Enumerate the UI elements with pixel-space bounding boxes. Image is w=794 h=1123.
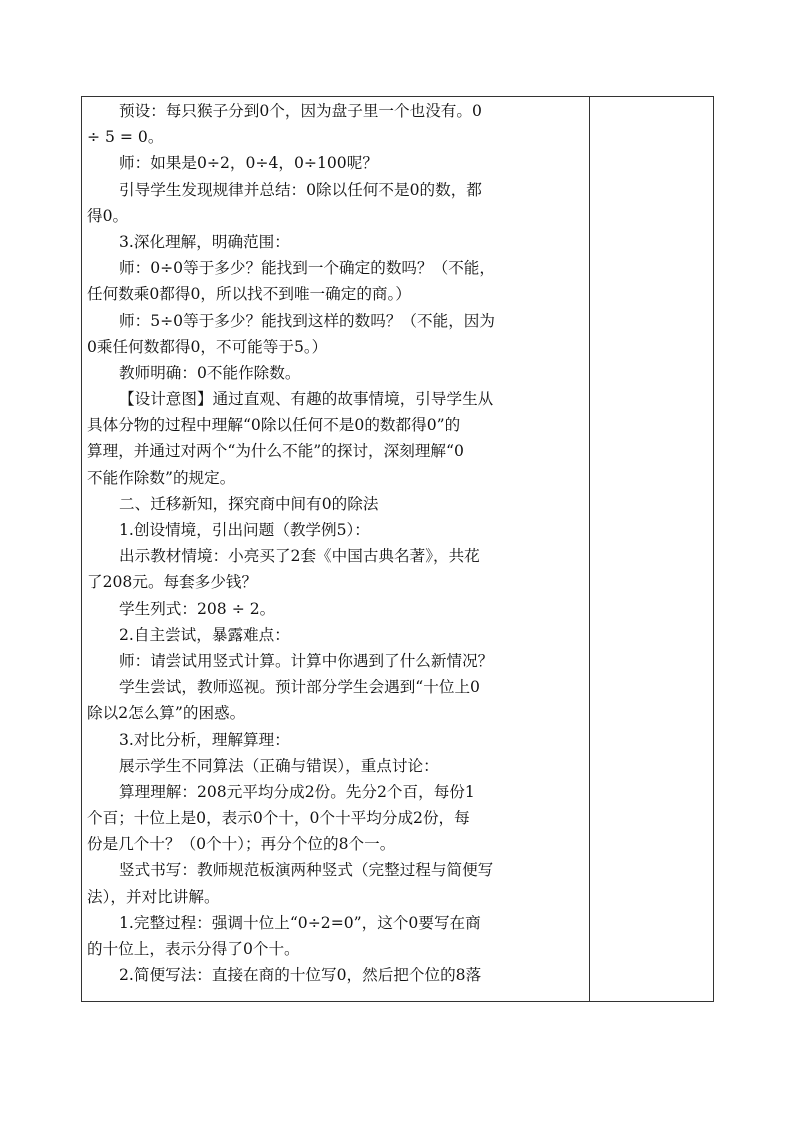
content-line: ÷ 5 = 0。 [87,128,164,147]
content-line: 份是几个十？（0个十）；再分个位的8个一。 [87,835,396,854]
content-line: 得0。 [87,206,129,225]
lesson-content-cell [82,97,590,1001]
content-line: 算理理解：208元平均分成2份。先分2个百，每份1 [119,782,475,801]
content-line: 个百；十位上是0，表示0个十，0个十平均分成2份，每 [87,809,470,828]
content-line: 0乘任何数都得0，不可能等于5。） [87,337,328,356]
content-line: 2.简便写法：直接在商的十位写0，然后把个位的8落 [119,966,482,985]
content-line: 法），并对比讲解。 [87,887,220,906]
content-line: 任何数乘0都得0，所以找不到唯一确定的商。） [87,285,411,304]
content-line: 展示学生不同算法（正确与错误），重点讨论： [119,756,439,775]
content-line: 出示教材情境：小亮买了2套《中国古典名著》，共花 [119,547,480,566]
lesson-plan-table [81,96,714,1002]
content-line: 【设计意图】通过直观、有趣的故事情境，引导学生从 [119,390,494,409]
content-line: 教师明确：0不能作除数。 [119,363,301,382]
content-line: 除以2怎么算”的困惑。 [87,704,246,723]
content-line: 竖式书写：教师规范板演两种竖式（完整过程与简便写 [119,861,494,880]
content-line: 引导学生发现规律并总结：0除以任何不是0的数，都 [119,180,482,199]
content-line: 算理，并通过对两个“为什么不能”的探讨，深刻理解“0 [87,442,464,461]
content-line: 1.完整过程：强调十位上“0÷2=0”，这个0要写在商 [119,913,481,932]
content-line: 师：0÷0等于多少？能找到一个确定的数吗？（不能， [119,259,495,278]
content-line: 预设：每只猴子分到0个，因为盘子里一个也没有。0 [119,102,482,120]
content-line: 2.自主尝试，暴露难点： [119,625,290,644]
content-line: 师：请尝试用竖式计算。计算中你遇到了什么新情况？ [119,651,494,670]
content-line: 1.创设情境，引出问题（教学例5）： [119,521,370,539]
content-line: 师：5÷0等于多少？能找到这样的数吗？（不能，因为 [119,311,495,330]
notes-cell [590,97,713,1001]
content-line: 学生列式：208 ÷ 2。 [119,599,276,618]
content-line: 具体分物的过程中理解“0除以任何不是0的数都得0”的 [87,416,461,435]
content-line: 二、迁移新知，探究商中间有0的除法 [119,494,379,513]
content-line: 不能作除数”的规定。 [87,468,236,487]
content-line: 了208元。每套多少钱？ [87,573,258,592]
content-line: 学生尝试，教师巡视。预计部分学生会遇到“十位上0 [119,678,480,697]
content-line: 师：如果是0÷2，0÷4，0÷100呢？ [119,154,378,173]
content-line: 的十位上，表示分得了0个十。 [87,940,300,958]
content-line: 3.深化理解，明确范围： [119,232,290,251]
content-line: 3.对比分析，理解算理： [119,730,290,749]
